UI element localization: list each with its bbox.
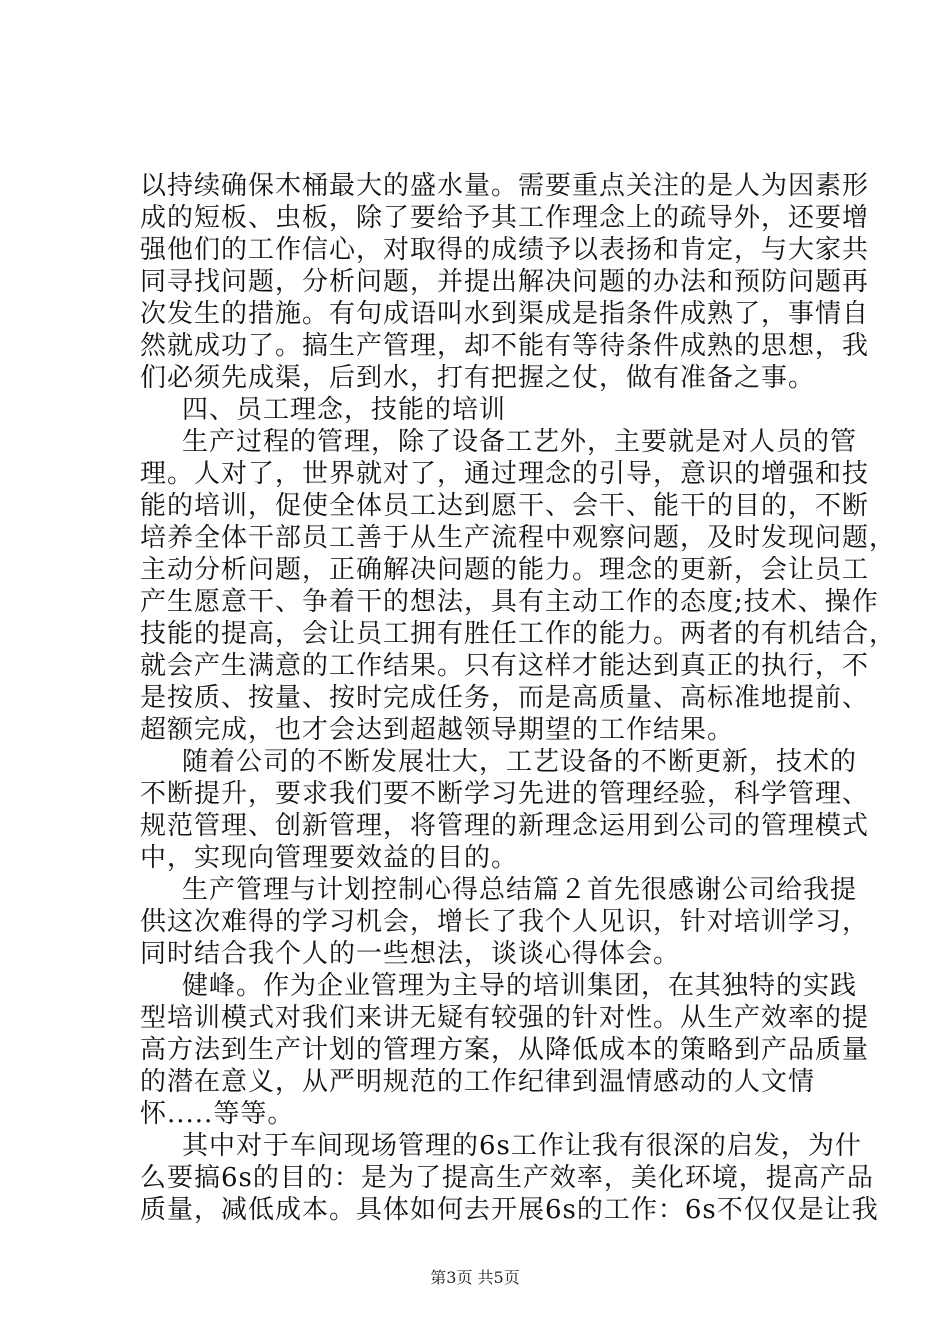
text-line: 质量，减低成本。具体如何去开展6s的工作：6s不仅仅是让我 — [140, 1195, 879, 1225]
text-line: 能的培训，促使全体员工达到愿干、会干、能干的目的，不断 — [140, 491, 870, 521]
text-line: 培养全体干部员工善于从生产流程中观察问题，及时发现问题， — [140, 523, 897, 553]
text-line: 随着公司的不断发展壮大，工艺设备的不断更新，技术的 — [182, 747, 858, 777]
text-line: 是按质、按量、按时完成任务，而是高质量、高标准地提前、 — [140, 683, 870, 713]
text-line: 的潜在意义，从严明规范的工作纪律到温情感动的人文情 — [140, 1067, 816, 1097]
text-line: 规范管理、创新管理，将管理的新理念运用到公司的管理模式 — [140, 811, 870, 841]
text-line: 超额完成，也才会达到超越领导期望的工作结果。 — [140, 715, 735, 745]
text-line: 怀.....等等。 — [140, 1099, 295, 1129]
text-line: 不断提升，要求我们要不断学习先进的管理经验，科学管理、 — [140, 779, 870, 809]
text-line: 次发生的措施。有句成语叫水到渠成是指条件成熟了，事情自 — [140, 299, 870, 329]
text-line: 高方法到生产计划的管理方案，从降低成本的策略到产品质量 — [140, 1035, 870, 1065]
text-line: 中，实现向管理要效益的目的。 — [140, 843, 519, 873]
text-line: 生产过程的管理，除了设备工艺外，主要就是对人员的管 — [182, 427, 858, 457]
text-line: 理。人对了，世界就对了，通过理念的引导，意识的增强和技 — [140, 459, 870, 489]
text-line: 同寻找问题，分析问题，并提出解决问题的办法和预防问题再 — [140, 267, 870, 297]
text-line: 其中对于车间现场管理的6s工作让我有很深的启发，为什 — [182, 1131, 862, 1161]
text-line: 健峰。作为企业管理为主导的培训集团，在其独特的实践 — [182, 971, 858, 1001]
text-line: 同时结合我个人的一些想法，谈谈心得体会。 — [140, 939, 681, 969]
text-line: 然就成功了。搞生产管理，却不能有等待条件成熟的思想，我 — [140, 331, 870, 361]
text-line: 生产管理与计划控制心得总结篇２首先很感谢公司给我提 — [182, 875, 858, 905]
text-line: 技能的提高，会让员工拥有胜任工作的能力。两者的有机结合， — [140, 619, 897, 649]
text-line: 们必须先成渠，后到水，打有把握之仗，做有准备之事。 — [140, 363, 816, 393]
text-line: 就会产生满意的工作结果。只有这样才能达到真正的执行，不 — [140, 651, 870, 681]
text-line: 以持续确保木桶最大的盛水量。需要重点关注的是人为因素形 — [140, 171, 870, 201]
text-line: 成的短板、虫板，除了要给予其工作理念上的疏导外，还要增 — [140, 203, 870, 233]
text-line: 产生愿意干、争着干的想法，具有主动工作的态度;技术、操作 — [140, 587, 879, 617]
text-line: 型培训模式对我们来讲无疑有较强的针对性。从生产效率的提 — [140, 1003, 870, 1033]
section-heading: 四、员工理念，技能的培训 — [182, 395, 507, 425]
text-line: 供这次难得的学习机会，增长了我个人见识，针对培训学习， — [140, 907, 870, 937]
text-line: 主动分析问题，正确解决问题的能力。理念的更新，会让员工 — [140, 555, 870, 585]
text-line: 么要搞6s的目的：是为了提高生产效率，美化环境，提高产品 — [140, 1163, 874, 1193]
page-footer: 第3页 共5页 — [430, 1268, 520, 1287]
text-line: 强他们的工作信心，对取得的成绩予以表扬和肯定，与大家共 — [140, 235, 870, 265]
